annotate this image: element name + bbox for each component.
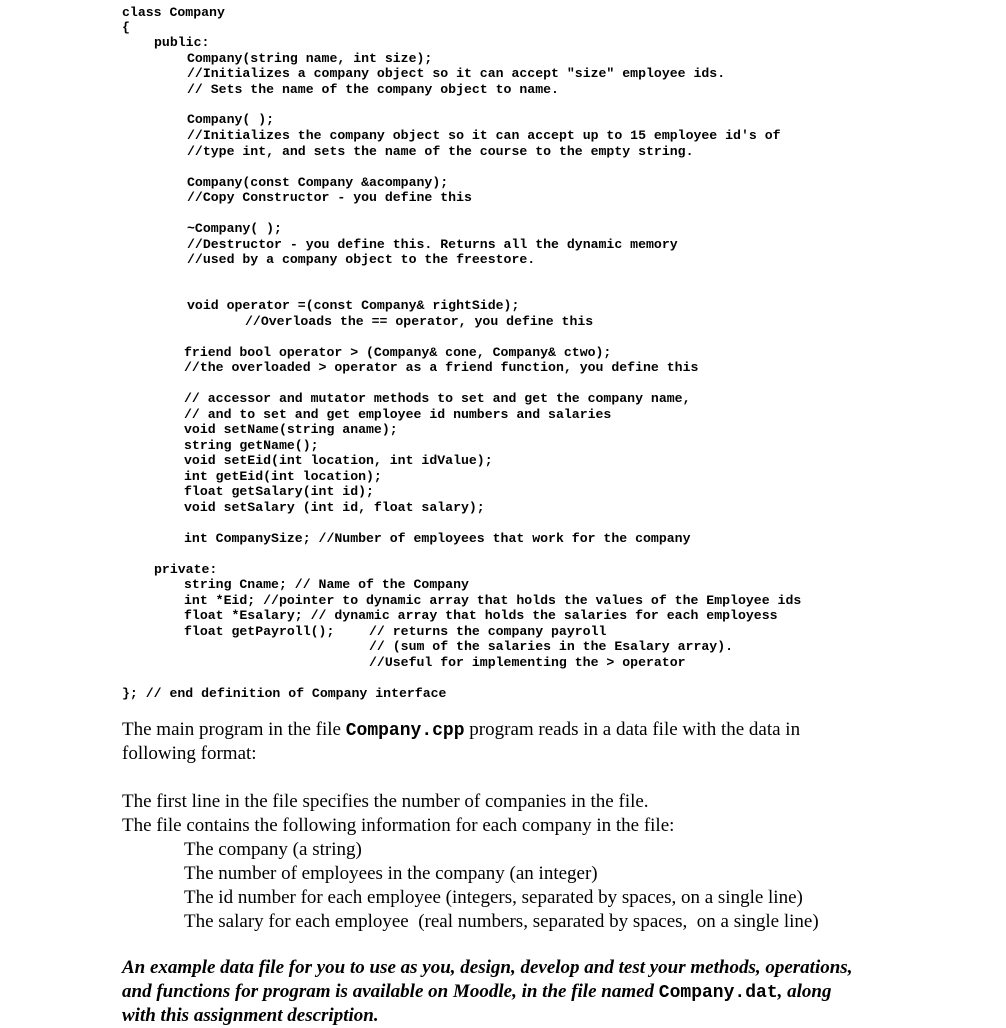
code-line: //used by a company object to the freestore.: [187, 252, 536, 267]
code-line: void operator =(const Company& rightSide);: [187, 298, 520, 313]
file-name-company-dat: Company.dat: [658, 983, 778, 1003]
code-line: string getName();: [184, 438, 319, 453]
code-line: //Overloads the == operator, you define this: [245, 314, 594, 329]
code-line: // returns the company payroll: [369, 624, 607, 639]
paragraph-first-line: The first line in the file specifies the number of companies in the file.: [122, 791, 649, 812]
list-item: The salary for each employee (real numbers, separated by spaces, on a single line): [184, 911, 819, 932]
example-note-line3: with this assignment description.: [122, 1005, 379, 1026]
code-line: float getPayroll();: [184, 624, 335, 639]
code-line: string Cname; // Name of the Company: [184, 577, 469, 592]
code-line: float getSalary(int id);: [184, 484, 374, 499]
code-line: friend bool operator > (Company& cone, Company& ctwo);: [184, 345, 612, 360]
code-line: int *Eid; //pointer to dynamic array that holds the values of the Employee ids: [184, 593, 802, 608]
code-line: class Company: [122, 5, 225, 20]
list-item: The id number for each employee (integers, separated by spaces, on a single line): [184, 887, 803, 908]
paragraph-file-contains: The file contains the following information for each company in the file:: [122, 815, 675, 836]
code-line: //Destructor - you define this. Returns all the dynamic memory: [187, 237, 678, 252]
paragraph-main-program-line2: following format:: [122, 743, 257, 764]
code-line: //type int, and sets the name of the course to the empty string.: [187, 144, 694, 159]
file-name-company-cpp: Company.cpp: [345, 721, 465, 741]
example-note-line2: and functions for program is available on Moodle, in the file named Company.dat, along: [122, 981, 832, 1003]
code-line: private:: [154, 562, 218, 577]
code-line: int CompanySize; //Number of employees that work for the company: [184, 531, 691, 546]
code-line: //Initializes a company object so it can accept "size" employee ids.: [187, 66, 726, 81]
code-line: // accessor and mutator methods to set and get the company name,: [184, 391, 691, 406]
code-line: int getEid(int location);: [184, 469, 382, 484]
code-line: // and to set and get employee id numbers and salaries: [184, 407, 612, 422]
code-line: }; // end definition of Company interface: [122, 686, 447, 701]
example-note-line1: An example data file for you to use as you, design, develop and test your methods, operations,: [122, 957, 853, 978]
code-line: {: [122, 20, 130, 35]
code-line: void setEid(int location, int idValue);: [184, 453, 493, 468]
code-line: // Sets the name of the company object to name.: [187, 82, 559, 97]
code-line: //Useful for implementing the > operator: [369, 655, 686, 670]
code-line: Company( );: [187, 112, 275, 127]
code-line: // (sum of the salaries in the Esalary array).: [369, 639, 734, 654]
code-line: public:: [154, 35, 210, 50]
code-line: //Copy Constructor - you define this: [187, 190, 472, 205]
code-line: Company(const Company &acompany);: [187, 175, 449, 190]
list-item: The number of employees in the company (an integer): [184, 863, 598, 884]
code-line: float *Esalary; // dynamic array that holds the salaries for each employess: [184, 608, 778, 623]
code-line: void setName(string aname);: [184, 422, 398, 437]
code-line: ~Company( );: [187, 221, 282, 236]
list-item: The company (a string): [184, 839, 362, 860]
code-line: void setSalary (int id, float salary);: [184, 500, 485, 515]
code-line: //the overloaded > operator as a friend function, you define this: [184, 360, 699, 375]
code-line: //Initializes the company object so it can accept up to 15 employee id's of: [187, 128, 781, 143]
paragraph-main-program-line1: The main program in the file Company.cpp program reads in a data file with the data in: [122, 719, 801, 741]
code-line: Company(string name, int size);: [187, 51, 433, 66]
